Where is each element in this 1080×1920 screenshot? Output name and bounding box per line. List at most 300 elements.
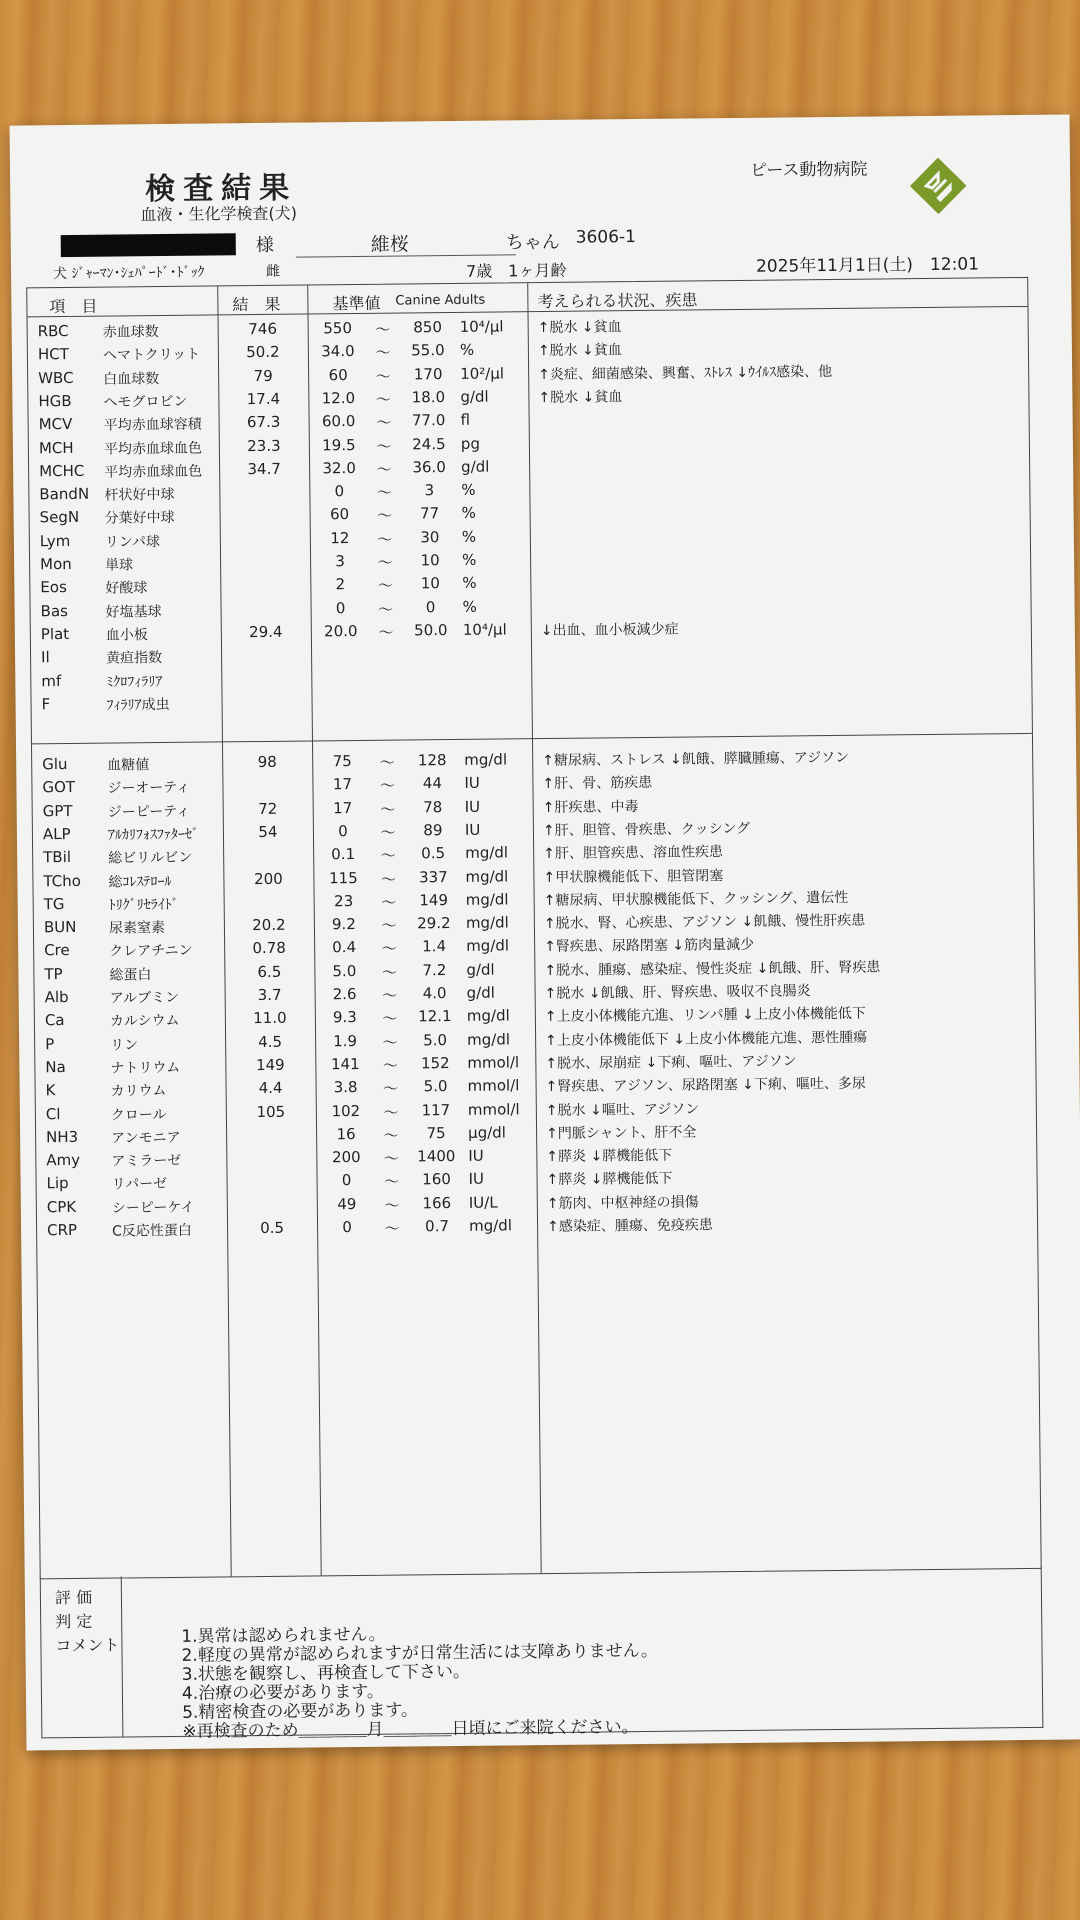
test-code: Plat	[40, 624, 70, 644]
test-code: Bas	[40, 601, 69, 620]
test-result	[237, 1195, 307, 1196]
test-code: TBil	[43, 848, 72, 867]
test-result: 6.5	[257, 962, 282, 981]
possible-conditions: ↑肝、胆管、骨疾患、クッシング	[542, 820, 751, 839]
reference-high: 5.0	[423, 1077, 448, 1096]
possible-conditions: ↑肝、骨、筋疾患	[542, 775, 653, 793]
range-tilde: ～	[376, 413, 392, 432]
test-result: 29.4	[249, 622, 283, 642]
possible-conditions: ↑上皮小体機能低下 ↓上皮小体機能亢進、悪性腫瘍	[545, 1029, 868, 1049]
reference-high: 24.5	[412, 434, 446, 453]
test-code: ALP	[42, 824, 71, 844]
test-name: ｱﾙｶﾘﾌｫｽﾌｧﾀｰｾﾞ	[107, 826, 200, 844]
range-tilde: ～	[376, 460, 392, 479]
test-code: Alb	[44, 988, 69, 1007]
test-unit: 10²/μl	[460, 364, 505, 383]
test-name: ﾌｨﾗﾘｱ成虫	[106, 696, 170, 714]
reference-high: 44	[422, 774, 443, 793]
test-name: クレアチニン	[109, 943, 193, 960]
test-unit: mmol/l	[467, 1053, 520, 1072]
reference-high: 30	[420, 527, 440, 547]
test-unit: 10⁴/μl	[459, 317, 504, 336]
range-tilde: ～	[376, 483, 392, 502]
reference-high: 0.5	[421, 844, 446, 863]
col-header-result: 結 果	[232, 294, 281, 315]
test-code: Glu	[42, 755, 68, 774]
reference-high: 12.1	[418, 1007, 452, 1026]
test-result: 98	[257, 752, 277, 772]
reference-low: 9.3	[332, 1008, 357, 1027]
test-unit: %	[462, 597, 477, 616]
test-unit: fl	[460, 410, 471, 430]
test-result: 20.2	[252, 915, 286, 935]
test-result	[233, 846, 303, 847]
test-unit: mg/dl	[466, 936, 510, 956]
reference-low: 5.0	[332, 961, 357, 980]
test-code: BUN	[43, 918, 77, 937]
range-tilde: ～	[375, 343, 391, 363]
reference-low: 1.9	[333, 1031, 358, 1050]
range-tilde: ～	[383, 1172, 400, 1192]
range-tilde: ～	[377, 576, 393, 596]
test-unit: mg/dl	[464, 750, 508, 769]
test-unit: mg/dl	[465, 866, 509, 886]
reference-high: 170	[413, 364, 443, 383]
test-unit: IU	[468, 1170, 485, 1189]
reference-low: 0	[342, 1218, 352, 1237]
test-name: ヘマトクリット	[102, 346, 201, 364]
range-tilde: ～	[376, 437, 392, 456]
reference-high: 55.0	[411, 341, 445, 360]
col-header-reference-note: Canine Adults	[395, 292, 486, 309]
test-unit: %	[461, 527, 477, 546]
range-tilde: ～	[383, 1079, 399, 1098]
recheck-note: ※再検査のため＿＿＿＿月＿＿＿＿日頃にご来院ください。	[182, 1717, 639, 1742]
test-code: NH3	[46, 1127, 79, 1147]
comment-label: コメント	[55, 1635, 120, 1656]
reference-high: 75	[426, 1123, 446, 1143]
pet-sex: 雌	[265, 263, 281, 280]
test-result	[231, 646, 301, 647]
test-name: アンモニア	[111, 1129, 181, 1147]
possible-conditions: ↑膵炎 ↓膵機能低下	[546, 1147, 673, 1166]
test-name: リンパ球	[104, 533, 161, 551]
test-code: Cre	[44, 941, 70, 960]
reference-low: 2.6	[332, 985, 357, 1004]
test-code: Eos	[40, 578, 67, 597]
test-result: 17.4	[246, 389, 281, 409]
pet-age: 7歳 1ヶ月齢	[465, 260, 567, 281]
possible-conditions: ↑炎症、細菌感染、興奮、ｽﾄﾚｽ ↓ｳｲﾙｽ感染、他	[538, 363, 833, 383]
test-code: GPT	[42, 801, 73, 820]
evaluation-option: 1.異常は認められません。	[181, 1624, 386, 1647]
range-tilde: ～	[384, 1196, 400, 1215]
reference-high: 18.0	[411, 387, 446, 407]
test-unit: mmol/l	[467, 1076, 520, 1096]
test-result: 67.3	[246, 412, 281, 432]
reference-low: 115	[328, 868, 358, 887]
reference-low: 102	[331, 1101, 361, 1120]
test-code: Cl	[45, 1104, 61, 1123]
test-unit: IU	[464, 820, 481, 839]
test-name: 総ビリルビン	[108, 849, 193, 867]
reference-high: 36.0	[412, 457, 446, 477]
test-code: HCT	[37, 345, 69, 364]
redacted-owner-name	[61, 233, 236, 257]
test-result	[230, 599, 300, 600]
reference-low: 17	[332, 775, 353, 794]
col-header-item: 項 目	[49, 296, 98, 317]
pet-species: 犬 ｼﾞｬｰﾏﾝ･ｼｪﾊﾟｰﾄﾞ･ﾄﾞｯｸ	[52, 264, 205, 283]
reference-high: 78	[423, 797, 443, 816]
test-name: 分葉好中球	[104, 510, 175, 528]
reference-low: 60	[329, 505, 350, 524]
test-name: 平均赤血球血色	[103, 440, 202, 458]
test-unit: IU	[464, 797, 481, 816]
test-unit: %	[459, 341, 475, 360]
reference-low: 12.0	[321, 388, 356, 408]
possible-conditions: ↓出血、血小板減少症	[540, 621, 679, 639]
test-name: カリウム	[110, 1083, 167, 1100]
range-tilde: ～	[382, 1056, 398, 1075]
test-code: TP	[44, 964, 63, 983]
test-code: Lym	[39, 531, 71, 550]
range-tilde: ～	[377, 600, 394, 619]
evaluation-section	[40, 1567, 1044, 1742]
test-code: HGB	[38, 391, 72, 411]
test-name: 平均赤血球血色	[104, 463, 203, 481]
reference-low: 0.1	[331, 845, 356, 864]
reference-low: 23	[334, 891, 354, 911]
range-tilde: ～	[381, 939, 397, 959]
test-name: 尿素窒素	[108, 920, 166, 937]
reference-low: 550	[323, 319, 353, 338]
test-code: P	[45, 1034, 55, 1053]
reference-low: 12	[330, 528, 350, 547]
range-tilde: ～	[375, 320, 391, 339]
range-tilde: ～	[379, 776, 396, 796]
reference-high: 850	[413, 318, 443, 337]
reference-high: 10	[420, 574, 440, 593]
reference-high: 160	[422, 1170, 451, 1189]
test-result	[234, 892, 304, 893]
range-tilde: ～	[382, 986, 398, 1005]
reference-high: 5.0	[423, 1030, 448, 1049]
test-code: mf	[41, 671, 62, 690]
reference-low: 141	[330, 1054, 360, 1074]
pet-id: 3606-1	[575, 227, 637, 248]
reference-high: 128	[417, 751, 447, 770]
reference-low: 17	[333, 798, 353, 817]
range-tilde: ～	[377, 507, 393, 526]
range-tilde: ～	[384, 1219, 400, 1238]
reference-high: 50.0	[414, 620, 448, 640]
test-unit: μg/dl	[467, 1123, 506, 1142]
possible-conditions: ↑脱水 ↓飢餓、肝、腎疾患、吸収不良腸炎	[544, 983, 811, 1003]
possible-conditions: ↑脱水 ↓嘔吐、アジソン	[545, 1100, 700, 1119]
reference-high: 1400	[417, 1147, 456, 1166]
range-tilde: ～	[379, 753, 395, 772]
test-name: ナトリウム	[110, 1059, 181, 1077]
possible-conditions: ↑腎疾患、尿路閉塞 ↓筋肉量減少	[544, 937, 755, 956]
report-title: 検査結果	[145, 170, 298, 208]
range-tilde: ～	[383, 1126, 399, 1145]
reference-high	[401, 644, 461, 645]
reference-high: 337	[418, 867, 448, 886]
test-name: アルブミン	[109, 989, 180, 1007]
possible-conditions: ↑脱水、尿崩症 ↓下痢、嘔吐、アジソン	[545, 1053, 797, 1072]
range-tilde: ～	[383, 1149, 399, 1168]
test-result	[229, 483, 299, 484]
range-tilde: ～	[380, 846, 396, 865]
test-name: 黄疸指数	[106, 650, 163, 667]
possible-conditions: ↑上皮小体機能亢進、リンパ腫 ↓上皮小体機能低下	[544, 1005, 866, 1026]
test-code: SegN	[39, 508, 80, 527]
test-name: C反応性蛋白	[112, 1222, 192, 1240]
evaluation-option: 2.軽度の異常が認められますが日常生活には支障ありません。	[181, 1640, 658, 1666]
reference-high: 10	[420, 551, 440, 570]
test-code: Lip	[46, 1174, 69, 1193]
test-unit: mg/dl	[465, 843, 509, 863]
test-name: ジーピーティ	[107, 803, 191, 821]
test-code: TG	[43, 894, 65, 914]
test-unit: %	[461, 480, 476, 499]
test-unit: %	[461, 504, 476, 523]
test-name: クロール	[110, 1106, 167, 1124]
reference-high	[401, 667, 461, 668]
reference-high: 0	[425, 597, 436, 616]
possible-conditions: ↑肝、胆管疾患、溶血性疾患	[543, 844, 723, 863]
judgment-label: 判 定	[55, 1611, 93, 1632]
range-tilde: ～	[375, 390, 392, 409]
possible-conditions: ↑脱水 ↓貧血	[537, 342, 622, 360]
test-result: 0.5	[260, 1218, 285, 1238]
test-code: Mon	[40, 554, 72, 574]
reference-low: 0	[338, 821, 348, 841]
reference-low: 0	[335, 598, 346, 617]
evaluation-option: 4.治療の必要があります。	[181, 1681, 384, 1704]
test-result: 4.5	[258, 1032, 283, 1051]
test-name: 単球	[105, 557, 134, 574]
reference-high: 4.0	[422, 984, 447, 1003]
test-unit: IU/L	[468, 1193, 498, 1212]
test-name: 総ｺﾚｽﾃﾛｰﾙ	[108, 873, 172, 891]
test-result	[230, 553, 300, 554]
possible-conditions: ↑門脈シャント、肝不全	[546, 1124, 697, 1142]
test-unit: g/dl	[466, 960, 495, 979]
test-unit: mg/dl	[467, 1029, 511, 1049]
test-result: 200	[253, 869, 283, 888]
test-name: 総蛋白	[109, 966, 152, 984]
test-result: 79	[253, 366, 273, 385]
reference-low: 19.5	[322, 435, 356, 454]
test-result	[230, 529, 300, 530]
test-code: GOT	[42, 778, 76, 797]
test-result	[230, 576, 300, 577]
range-tilde: ～	[375, 367, 391, 386]
test-name: リパーゼ	[111, 1176, 168, 1193]
reference-low: 9.2	[331, 915, 356, 934]
test-result	[231, 669, 301, 670]
test-code: K	[45, 1081, 56, 1100]
reference-low: 49	[337, 1194, 357, 1213]
test-code: CPK	[46, 1197, 77, 1216]
reference-low: 20.0	[324, 621, 358, 641]
reference-high: 166	[422, 1193, 452, 1213]
test-result	[236, 1125, 306, 1126]
test-name: 好塩基球	[105, 603, 162, 621]
test-code: RBC	[37, 321, 69, 341]
test-name: カルシウム	[109, 1013, 180, 1030]
range-tilde: ～	[381, 893, 397, 912]
test-result: 34.7	[247, 459, 281, 478]
test-result: 11.0	[253, 1009, 287, 1028]
test-unit: g/dl	[461, 457, 490, 476]
reference-low: 2	[335, 575, 346, 594]
range-tilde: ～	[381, 916, 397, 935]
evaluation-option: 5.精密検査の必要があります。	[182, 1700, 419, 1723]
test-name: 白血球数	[103, 370, 160, 388]
test-unit: 10⁴/μl	[462, 620, 507, 639]
test-result	[236, 1149, 306, 1150]
range-tilde: ～	[382, 1033, 398, 1052]
test-code: TCho	[43, 871, 81, 890]
evaluation-divider	[121, 1576, 124, 1736]
range-tilde: ～	[380, 870, 397, 889]
test-code: WBC	[38, 368, 74, 387]
test-code: Il	[40, 648, 50, 667]
range-tilde: ～	[377, 530, 393, 549]
reference-high: 3	[424, 481, 435, 500]
test-result: 54	[258, 822, 278, 841]
reference-high: 77	[419, 504, 440, 523]
test-name: 血小板	[105, 627, 148, 644]
possible-conditions: ↑腎疾患、アジソン、尿路閉塞 ↓下痢、嘔吐、多尿	[545, 1075, 866, 1096]
reference-high: 29.2	[417, 914, 451, 933]
lab-report-sheet	[10, 114, 1080, 1750]
possible-conditions: ↑膵炎 ↓膵機能低下	[546, 1171, 673, 1189]
test-code: MCH	[38, 438, 74, 457]
evaluation-option: 3.状態を観察し、再検査して下さい。	[181, 1661, 471, 1685]
reference-low: 3.8	[333, 1078, 358, 1097]
test-result: 746	[248, 319, 278, 339]
range-tilde: ～	[383, 1103, 399, 1122]
reference-low: 34.0	[321, 342, 355, 361]
test-result: 0.78	[252, 939, 286, 958]
test-result: 3.7	[257, 985, 282, 1005]
test-code: Na	[45, 1057, 66, 1077]
reference-low: 16	[336, 1124, 356, 1144]
test-result	[232, 776, 302, 777]
reference-low: 200	[331, 1148, 361, 1167]
range-tilde: ～	[381, 963, 398, 982]
test-unit: mg/dl	[468, 1216, 513, 1235]
test-result: 72	[258, 799, 278, 818]
possible-conditions: ↑脱水 ↓貧血	[537, 319, 622, 337]
test-unit: IU	[468, 1146, 484, 1165]
pet-name: 維桜	[370, 233, 409, 256]
reference-low: 0.4	[332, 938, 357, 957]
test-name: シーピーケイ	[111, 1199, 195, 1217]
reference-high: 149	[419, 890, 449, 910]
results-table	[26, 277, 1041, 1579]
reference-low: 60.0	[321, 412, 356, 431]
reference-low: 0	[341, 1171, 352, 1190]
test-name: ヘモグロビン	[103, 393, 188, 411]
col-header-status: 考えられる状況、疾患	[537, 290, 698, 312]
reference-high: 89	[423, 820, 443, 840]
honorific-sama: 様	[255, 234, 274, 257]
test-code: MCHC	[39, 461, 85, 481]
test-name: 平均赤血球容積	[103, 416, 202, 434]
reference-high: 0.7	[425, 1217, 450, 1236]
reference-low	[311, 645, 371, 646]
test-name: ﾄﾘｸﾞﾘｾﾗｲﾄﾞ	[108, 896, 179, 914]
possible-conditions: ↑感染症、腫瘍、免疫疾患	[547, 1217, 713, 1236]
range-tilde: ～	[380, 823, 396, 842]
col-header-reference: 基準値	[332, 293, 381, 314]
test-result	[231, 692, 301, 693]
reference-low: 60	[328, 365, 348, 384]
test-unit: %	[461, 550, 477, 569]
test-code: CRP	[46, 1220, 78, 1240]
test-unit: mg/dl	[466, 1006, 510, 1026]
test-result: 105	[256, 1102, 286, 1121]
test-result: 50.2	[246, 343, 280, 362]
test-name: ﾐｸﾛﾌｨﾗﾘｱ	[106, 673, 163, 691]
reference-high: 117	[421, 1100, 451, 1119]
evaluation-label: 評 価	[54, 1587, 93, 1608]
test-name: 好酸球	[105, 580, 148, 597]
possible-conditions: ↑肝疾患、中毒	[542, 798, 639, 816]
reference-low: 32.0	[322, 458, 356, 478]
reference-low: 3	[335, 552, 345, 571]
test-unit: IU	[464, 774, 480, 793]
possible-conditions: ↑筋肉、中枢神経の損傷	[546, 1194, 699, 1212]
possible-conditions: ↑脱水 ↓貧血	[538, 389, 623, 406]
reference-high: 152	[420, 1053, 450, 1073]
reference-high: 1.4	[422, 937, 447, 956]
report-subtitle: 血液・生化学検査(犬)	[140, 203, 298, 225]
possible-conditions: ↑糖尿病、甲状腺機能低下、クッシング、遺伝性	[543, 889, 849, 909]
test-code: Ca	[44, 1011, 65, 1030]
reference-high	[401, 691, 461, 692]
test-name: 赤血球数	[102, 324, 159, 341]
test-name: ジーオーティ	[107, 780, 191, 797]
test-name: アミラーゼ	[111, 1152, 182, 1170]
possible-conditions: ↑脱水、腫瘍、感染症、慢性炎症 ↓飢餓、肝、腎疾患	[544, 959, 881, 979]
test-result	[230, 506, 300, 507]
test-unit: pg	[460, 434, 481, 453]
reference-high: 7.2	[422, 960, 447, 980]
possible-conditions: ↑脱水、腎、心疾患、アジソン ↓飢餓、慢性肝疾患	[543, 912, 866, 933]
reference-low: 0	[334, 482, 345, 501]
test-code: Amy	[46, 1151, 81, 1170]
reference-low	[311, 692, 371, 693]
hospital-name: ピース動物病院	[749, 159, 868, 181]
test-unit: g/dl	[466, 983, 495, 1002]
test-result	[236, 1172, 306, 1173]
test-unit: g/dl	[460, 387, 489, 406]
test-code: MCV	[38, 415, 73, 434]
reference-low	[311, 668, 371, 669]
possible-conditions: ↑甲状腺機能低下、胆管閉塞	[543, 867, 724, 886]
possible-conditions: ↑糖尿病、ストレス ↓飢餓、膵臓腫瘍、アジソン	[542, 749, 850, 770]
reference-high: 77.0	[411, 411, 446, 430]
test-code: BandN	[39, 484, 90, 504]
hospital-logo-icon	[910, 158, 967, 215]
test-datetime: 2025年11月1日(土) 12:01	[755, 254, 980, 277]
